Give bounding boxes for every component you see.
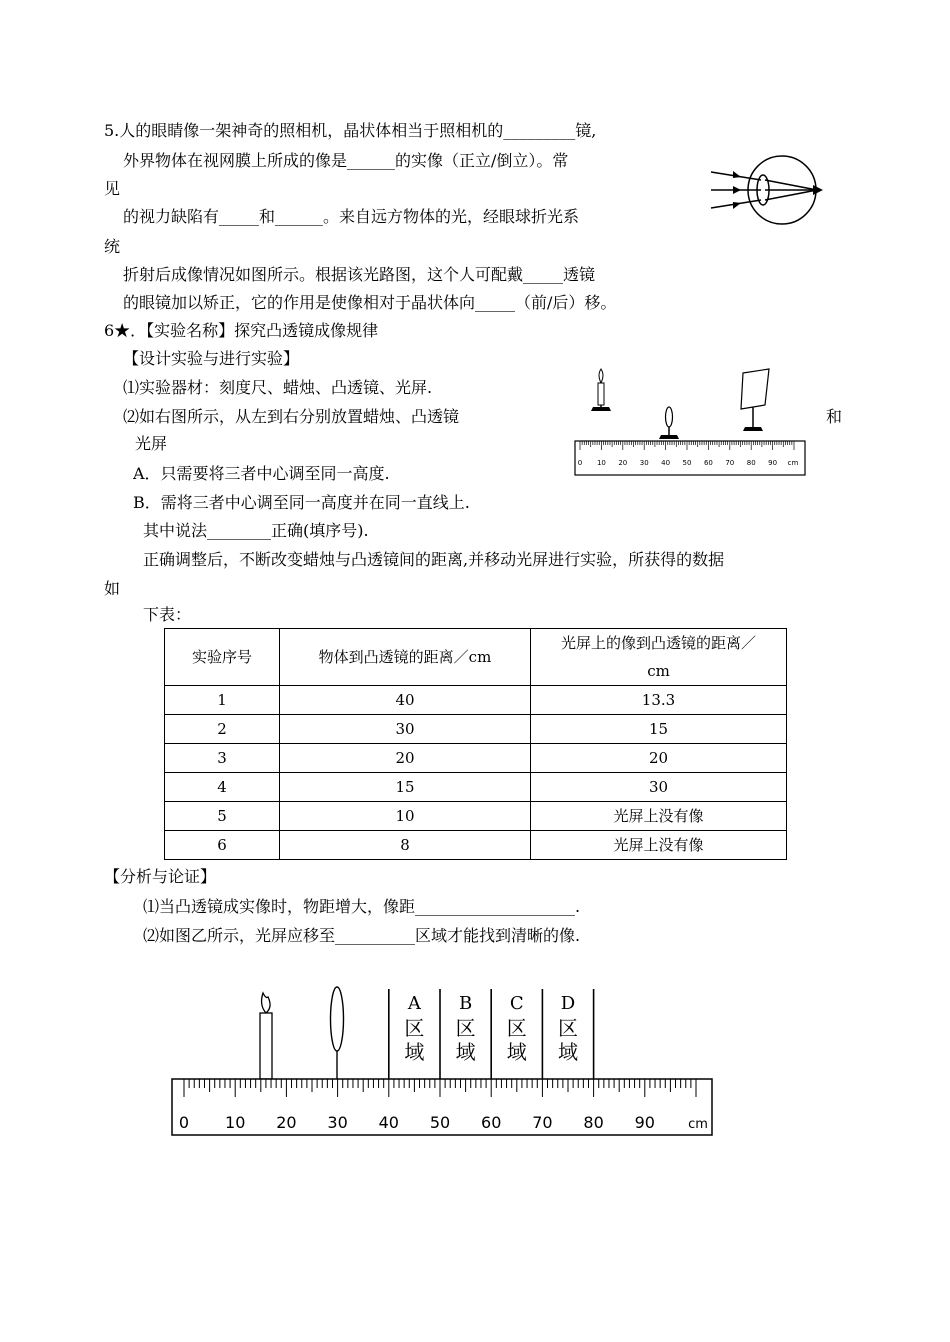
zone-char-1: 区 [558,1016,578,1040]
ruler-label: 90 [768,459,778,467]
table-row [165,802,787,831]
zone-diagram [170,985,715,1137]
zone-char-1: 区 [404,1016,425,1040]
table-header-row [165,629,787,686]
ruler-label: 20 [276,1113,297,1132]
q6-item-1: ⑴实验器材：刻度尺、蜡烛、凸透镜、光屏. [123,378,433,397]
ruler-label: 0 [577,459,583,467]
ruler-label: 70 [532,1113,553,1132]
cell-object-distance: 20 [280,744,531,773]
eye-diagram [705,150,825,230]
cell-object-distance: 30 [280,715,531,744]
cell-image-distance: 光屏上没有像 [531,802,787,831]
q5-line-5: 统 [104,237,121,256]
header-image-distance-line2: cm [647,662,670,680]
setup-diagram [575,365,807,477]
ruler-label: 80 [583,1113,604,1132]
q6-item-2-and: 和 [826,407,843,426]
cell-trial: 3 [165,744,280,773]
cell-trial: 6 [165,831,280,860]
analysis-heading: 【分析与论证】 [104,867,217,886]
q6-para-2: 下表： [143,605,192,624]
ruler-label: 20 [618,459,628,467]
cell-trial: 4 [165,773,280,802]
ruler-label: 10 [225,1113,246,1132]
header-image-distance-line1: 光屏上的像到凸透镜的距离／ [560,634,756,652]
header-object-distance: 物体到凸透镜的距离／cm [280,629,531,686]
ruler-label: 50 [429,1113,451,1132]
ruler-label: cm [688,1117,708,1132]
ruler-label: cm [787,459,799,467]
zone-char-2: 域 [404,1040,425,1064]
header-image-distance [531,629,787,686]
q5-line-1: 5.人的眼睛像一架神奇的照相机，晶状体相当于照相机的_________镜, [104,121,597,140]
zone-char-2: 域 [558,1040,578,1064]
ruler-label: 30 [327,1113,348,1132]
ruler-label: 0 [178,1113,190,1132]
ruler-label: 10 [596,459,606,467]
zone-letter: A [407,993,421,1014]
cell-object-distance: 40 [280,686,531,715]
data-table [164,628,787,860]
cell-image-distance: 20 [531,744,787,773]
ruler-label: 60 [481,1113,502,1132]
cell-object-distance: 8 [280,831,531,860]
q6-design-heading: 【设计实验与进行实验】 [123,349,300,368]
q6-item-2-cont: 光屏 [135,434,168,453]
ruler-label: 40 [661,459,671,467]
q5-line-2: 外界物体在视网膜上所成的像是______的实像（正立/倒立）。常 [123,151,569,170]
table-row [165,744,787,773]
table-row [165,715,787,744]
cell-trial: 1 [165,686,280,715]
ruler-label: 60 [703,459,713,467]
q6-para-1: 正确调整后，不断改变蜡烛与凸透镜间的距离,并移动光屏进行实验，所获得的数据 [143,550,725,569]
q5-line-7: 的眼镜加以矫正，它的作用是使像相对于晶状体向_____（前/后）移。 [123,293,617,312]
zone-char-2: 域 [506,1040,527,1064]
cell-object-distance: 15 [280,773,531,802]
zone-char-2: 域 [455,1040,476,1064]
table-row [165,831,787,860]
analysis-item-2: ⑵如图乙所示，光屏应移至__________区域才能找到清晰的像. [143,926,581,945]
q6-item-2: ⑵如右图所示，从左到右分别放置蜡烛、凸透镜 [123,407,460,426]
ruler-label: 70 [725,459,735,467]
table-row [165,686,787,715]
zone-letter: C [509,993,524,1014]
ruler-label: 40 [378,1113,399,1132]
q6-option-b: B．需将三者中心调至同一高度并在同一直线上. [133,493,470,512]
cell-image-distance: 30 [531,773,787,802]
q6-which: 其中说法________正确(填序号). [143,521,369,540]
ruler-label: 90 [634,1113,655,1132]
q6-para-1b: 如 [104,579,121,598]
q5-line-6: 折射后成像情况如图所示。根据该光路图，这个人可配戴_____透镜 [123,265,596,284]
cell-image-distance: 光屏上没有像 [531,831,787,860]
q6-title: 6★．【实验名称】探究凸透镜成像规律 [104,321,379,340]
table-row [165,773,787,802]
q5-line-3: 见 [104,179,121,198]
header-trial-number: 实验序号 [165,629,280,686]
ruler-label: 80 [746,459,756,467]
zone-char-1: 区 [506,1016,527,1040]
zone-letter: D [560,993,576,1014]
cell-trial: 5 [165,802,280,831]
cell-object-distance: 10 [280,802,531,831]
cell-image-distance: 13.3 [531,686,787,715]
q6-option-a: A．只需要将三者中心调至同一高度. [133,464,390,483]
analysis-item-1: ⑴当凸透镜成实像时，物距增大，像距____________________. [143,897,581,916]
q5-line-4: 的视力缺陷有_____和______。来自远方物体的光，经眼球折光系 [123,207,580,226]
ruler-label: 50 [682,459,692,467]
zone-char-1: 区 [455,1016,476,1040]
cell-trial: 2 [165,715,280,744]
cell-image-distance: 15 [531,715,787,744]
ruler-label: 30 [639,459,649,467]
zone-letter: B [458,993,473,1014]
